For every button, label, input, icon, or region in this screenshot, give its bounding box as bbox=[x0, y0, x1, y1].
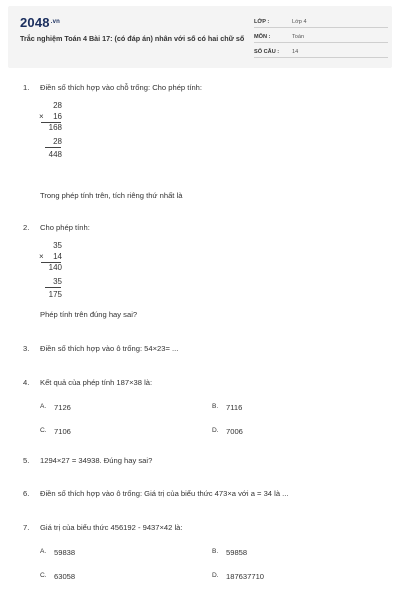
worksheet-title: Trắc nghiệm Toán 4 Bài 17: (có đáp án) nhân với số có hai chữ số bbox=[20, 34, 245, 43]
option-letter: A. bbox=[40, 403, 47, 410]
calc-partial-product-1: 140 bbox=[48, 263, 62, 272]
worksheet-header bbox=[8, 6, 392, 68]
option-text: 59838 bbox=[54, 548, 76, 557]
question-note: Trong phép tính trên, tích riêng thứ nhất là bbox=[40, 191, 183, 200]
question-number: 1. bbox=[23, 83, 30, 92]
question-text: Kết quả của phép tính 187×38 là: bbox=[40, 378, 153, 387]
calc-result: 175 bbox=[48, 290, 62, 299]
meta-count-label: SỐ CÂU : bbox=[254, 49, 280, 55]
meta-count-value: 14 bbox=[292, 49, 299, 55]
calc-multiplier: 14 bbox=[53, 252, 62, 261]
question-number: 3. bbox=[23, 344, 30, 353]
calc-partial-product-1: 168 bbox=[48, 123, 62, 132]
calc-multiplicand: 35 bbox=[53, 241, 62, 250]
calc-partial-product-2: 35 bbox=[53, 277, 62, 286]
meta-subject bbox=[254, 32, 388, 43]
question-number: 6. bbox=[23, 489, 30, 498]
option-text: 7106 bbox=[54, 427, 71, 436]
meta-question-count bbox=[254, 47, 388, 58]
option-text: 7126 bbox=[54, 403, 71, 412]
option-letter: C. bbox=[40, 572, 47, 579]
option-letter: D. bbox=[212, 427, 219, 434]
site-logo[interactable] bbox=[20, 15, 60, 30]
question-number: 4. bbox=[23, 378, 30, 387]
option-text: 63058 bbox=[54, 572, 76, 581]
calc-multiplicand: 28 bbox=[53, 101, 62, 110]
option-letter: B. bbox=[212, 548, 219, 555]
meta-grade-label: LỚP : bbox=[254, 19, 270, 25]
question-number: 7. bbox=[23, 523, 30, 532]
calc-operator: × bbox=[39, 252, 44, 261]
calc-partial-product-2: 28 bbox=[53, 137, 62, 146]
meta-subject-label: MÔN : bbox=[254, 34, 271, 40]
question-text: Cho phép tính: bbox=[40, 223, 90, 232]
option-letter: A. bbox=[40, 548, 47, 555]
question-number: 5. bbox=[23, 456, 30, 465]
question-note: Phép tính trên đúng hay sai? bbox=[40, 310, 138, 319]
calc-rule bbox=[45, 147, 61, 148]
logo-text: 2048 bbox=[20, 15, 50, 30]
option-text: 187637710 bbox=[226, 572, 265, 581]
option-text: 59858 bbox=[226, 548, 248, 557]
option-text: 7116 bbox=[226, 403, 243, 412]
calc-multiplier: 16 bbox=[53, 112, 62, 121]
calc-result: 448 bbox=[48, 150, 62, 159]
option-letter: D. bbox=[212, 572, 219, 579]
meta-grade bbox=[254, 17, 388, 28]
calculation-block-2 bbox=[39, 241, 71, 303]
option-text: 7006 bbox=[226, 427, 243, 436]
question-number: 2. bbox=[23, 223, 30, 232]
logo-suffix: .vn bbox=[50, 19, 61, 25]
question-text: Điền số thích hợp vào ô trống: Giá trị của biểu thức 473×a với a = 34 là ... bbox=[40, 489, 289, 498]
option-letter: B. bbox=[212, 403, 219, 410]
question-text: 1294×27 = 34938. Đúng hay sai? bbox=[40, 456, 153, 465]
option-letter: C. bbox=[40, 427, 47, 434]
meta-subject-value: Toán bbox=[292, 34, 305, 40]
meta-grade-value: Lớp 4 bbox=[292, 19, 307, 25]
question-text: Điền số thích hợp vào chỗ trống: Cho phép tính: bbox=[40, 83, 203, 92]
calculation-block-1 bbox=[39, 101, 71, 167]
question-text: Giá trị của biểu thức 456192 - 9437×42 là: bbox=[40, 523, 183, 532]
question-text: Điền số thích hợp vào ô trống: 54×23= ... bbox=[40, 344, 179, 353]
calc-rule bbox=[45, 287, 61, 288]
calc-operator: × bbox=[39, 112, 44, 121]
